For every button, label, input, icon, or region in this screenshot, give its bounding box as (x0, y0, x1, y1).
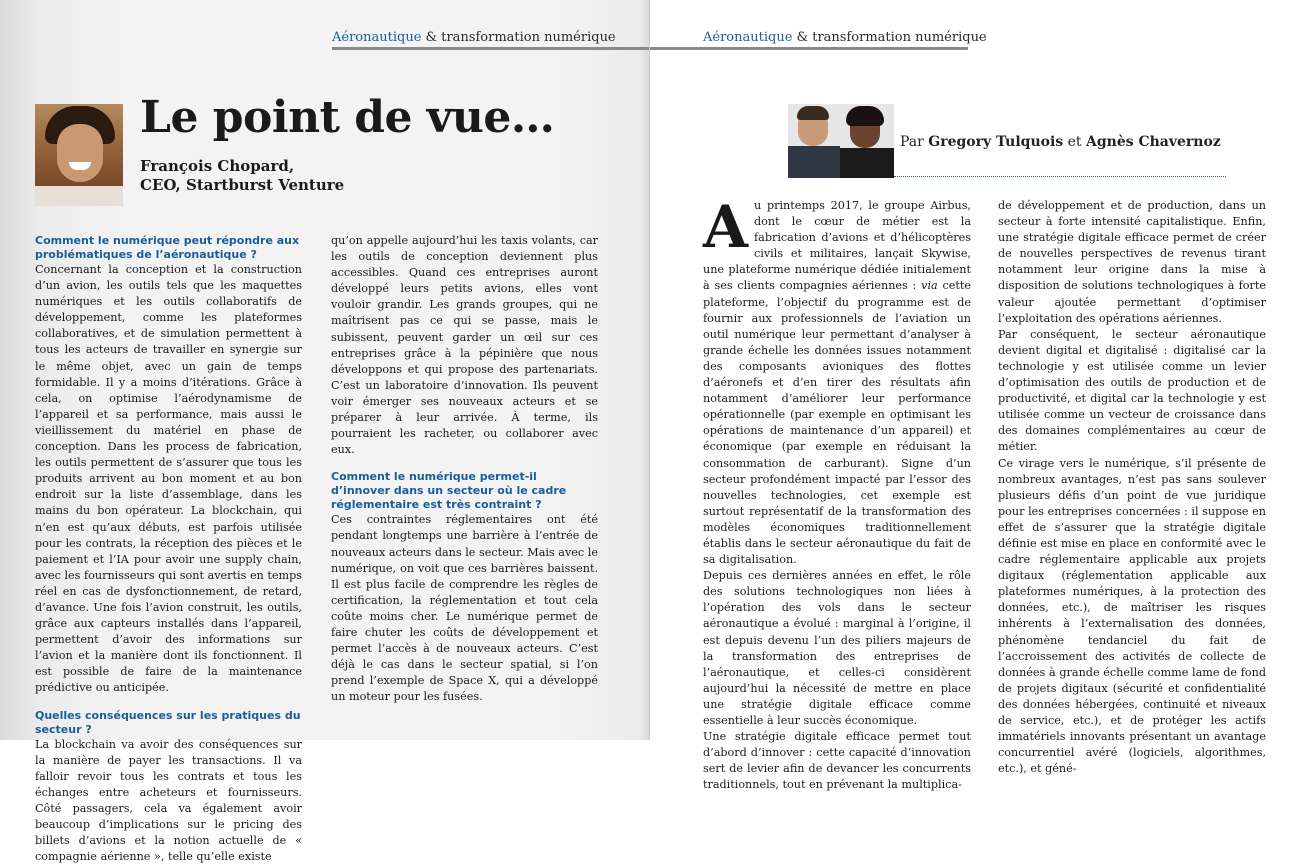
left-page (0, 0, 650, 864)
article-paragraph: Une stratégie digitale efficace permet tout d’abord d’innover : cette capacité d’innovation sert de levier afin de devancer les concurrents traditionnels, tout en prévenant la multiplica- (703, 730, 971, 792)
right-column-1 (703, 193, 971, 793)
byline-role: CEO, Startburst Venture (140, 176, 345, 194)
article-paragraph: Depuis ces dernières années en effet, le rôle des solutions technologiques non liées à l’opération des vols dans le secteur aéronautique a évolué : marginal à l’origine, il est depuis devenu l’un des piliers majeurs de la transformation des entreprises de l’aéronautique, et celles-ci considèrent aujourd’hui la nécessité de mettre en place une stratégie digitale efficace comme essentielle à leur succès économique. (703, 569, 971, 727)
answer-paragraph: Ces contraintes réglementaires ont été pendant longtemps une barrière à l’entrée de nouveaux acteurs dans le secteur. Mais avec le numérique, on voit que ces barrières baissent. Il est plus facile de comprendre les règles de certification, la réglementation et tout cela coûte moins cher. Le numérique permet de faire chuter les coûts de développement et permet l’accès à de nouveaux acteurs. C’est déjà le cas dans le secteur spatial, si l’on prend l’exemple de Space X, qui a développé un moteur pour les fusées. (331, 513, 598, 704)
header-accent: Aéronautique (332, 30, 422, 45)
authors-prefix: Par (900, 134, 929, 150)
italic-word: via (921, 279, 938, 293)
header-rest: & transformation numérique (792, 30, 987, 45)
header-accent: Aéronautique (703, 30, 793, 45)
header-rule-left (332, 47, 650, 50)
article-paragraph: Ce virage vers le numérique, s’il présente de nombreux avantages, n’est pas sans soulever plusieurs défis d’un point de vue juridique pour les entreprises concernées : il suppose en effet de s’assurer que la stratégie digitale définie est mise en place en conformité avec le cadre réglementaire applicable aux projets digitaux (réglementation applicable aux plateformes numériques, à la protection des données, etc.), de maîtriser les risques inhérents à l’externalisation des données, phénomène tendanciel du fait de l’accroissement des activités de collecte de données à grande échelle comme lame de fond de projets digitaux (sécurité et confidentialité des données hébergées, continuité et niveaux de service, etc.), et de protéger les actifs immatériels innovants présentant un avantage concurrentiel avéré (logiciels, algorithmes, etc.), et géné- (998, 456, 1266, 776)
header-rest: & transformation numérique (421, 30, 616, 45)
page-title: Le point de vue… (140, 92, 555, 143)
right-column-2 (998, 198, 1266, 777)
authors-byline (900, 134, 1221, 150)
running-header-left (332, 30, 616, 45)
answer-paragraph: Concernant la conception et la construction d’un avion, les outils tels que les maquettes numériques et les outils collaboratifs de développement, comme les plateformes collaboratives, et de simulation permettent à tous les acteurs de travailler en synergie sur le même objet, avec un gain de temps formidable. Il y a moins d’itérations. Grâce à cela, on optimise l’aérodynamisme de l’appareil et sa performance, mais aussi le vieillissement du matériel en phase de conception. Dans les process de fabrication, les outils permettent de s’assurer que tous les produits arrivent au bon moment et au bon endroit sur la liste d’assemblage, dans les mains du bon opérateur. La blockchain, qui n’en est qu’aux débuts, est parfois utilisée pour les contrats, la réception des pièces et le paiement et l’IA pour avoir une supply chain, avec les fournisseurs qui sont avertis en temps réel en cas de dysfonctionnement, de retard, d’avance. Une fois l’avion construit, les outils, grâce aux capteurs installés dans l’appareil, permettent d’avoir des informations sur l’avion et la manière dont ils fonctionnent. Il est possible de faire de la maintenance prédictive ou anticipée. (35, 263, 302, 695)
article-paragraph: de développement et de production, dans un secteur à forte intensité capitalistique. Enfin, une stratégie digitale efficace permet de créer de nouvelles perspectives de revenus tirant notamment leur origine dans la mise à disposition de solutions technologiques à forte valeur ajoutée permettant d’optimiser l’exploitation des opérations aériennes. (998, 199, 1266, 325)
question-heading: Quelles conséquences sur les pratiques du secteur ? (35, 708, 301, 736)
article-paragraph (703, 193, 971, 568)
text-run: cette plateforme, l’objectif du programme est de fournir aux professionnels de l’aviation un outil numérique leur permettant d’analyser à grande échelle les données issues notamment des composants avioniques des flottes d’aéronefs et d’en tirer des résultats afin notamment d’améliorer leur performance opérationnelle (par exemple en optimisant les opérations de maintenance d’un appareil) et économique (par exemple en réduisant la consommation de carburant). Signe d’un secteur profondément impacté par l’essor des nouvelles technologies, cet exemple est surtout représentatif de la transformation des modèles économiques traditionnellement établis dans le secteur aéronautique du fait de sa digitalisation. (703, 279, 971, 567)
left-column-2 (331, 233, 598, 705)
author-1: Gregory Tulquois (928, 134, 1064, 150)
header-rule-right (650, 47, 968, 50)
author-2: Agnès Chavernoz (1085, 134, 1221, 150)
article-paragraph: Par conséquent, le secteur aéronautique devient digital et digitalisé : digitalisé car la technologie y est utilisée comme un levier d’optimisation des outils de production et de productivité, et digital car la technologie y est utilisée comme un vecteur de croissance dans des domaines complémentaires au cœur de métier. (998, 327, 1266, 454)
authors-dotted-rule (894, 176, 1226, 177)
authors-photo (788, 104, 894, 176)
author-portrait-photo (35, 104, 123, 205)
left-column-1 (35, 234, 302, 865)
answer-paragraph: qu’on appelle aujourd’hui les taxis volants, car les outils de conception deviennent plus accessibles. Quand ces entreprises auront développé leurs petits avions, elles vont vouloir grandir. Les grands groupes, qui ne maîtrisent pas ce qui se passe, mais le subissent, peuvent garder un œil sur ces entreprises grâce à la pépinière que nous développons et qui propose des partenariats. C’est un laboratoire d’innovation. Ils peuvent voir émerger ses nouveaux acteurs et se préparer à leur arrivée. À terme, ils pourraient les racheter, ou collaborer avec eux. (331, 234, 598, 457)
question-heading: Comment le numérique permet-il d’innover dans un secteur où le cadre réglementaire est très contraint ? (331, 470, 567, 512)
authors-connector: et (1063, 134, 1086, 150)
answer-paragraph: La blockchain va avoir des conséquences sur la manière de payer les transactions. Il va falloir revoir tous les contrats et tous les échanges entre acheteurs et fournisseurs. Côté passagers, cela va également avoir beaucoup d’implications sur le pricing des billets d’avions et la notion actuelle de « compagnie aérienne », telle qu’elle existe (35, 737, 302, 864)
question-heading: Comment le numérique peut répondre aux problématiques de l’aéronautique ? (35, 234, 300, 261)
drop-cap: A (703, 193, 749, 261)
text-run: u printemps 2017, le groupe Airbus, dont le cœur de métier est la fabrication d’avions et d’hélicoptères civils et militaires, lançait Skywise, une plateforme numérique dédiée initialement à ses clients compagnies aériennes : (703, 199, 971, 293)
running-header-right (703, 30, 987, 45)
byline-name: François Chopard, (140, 157, 295, 175)
